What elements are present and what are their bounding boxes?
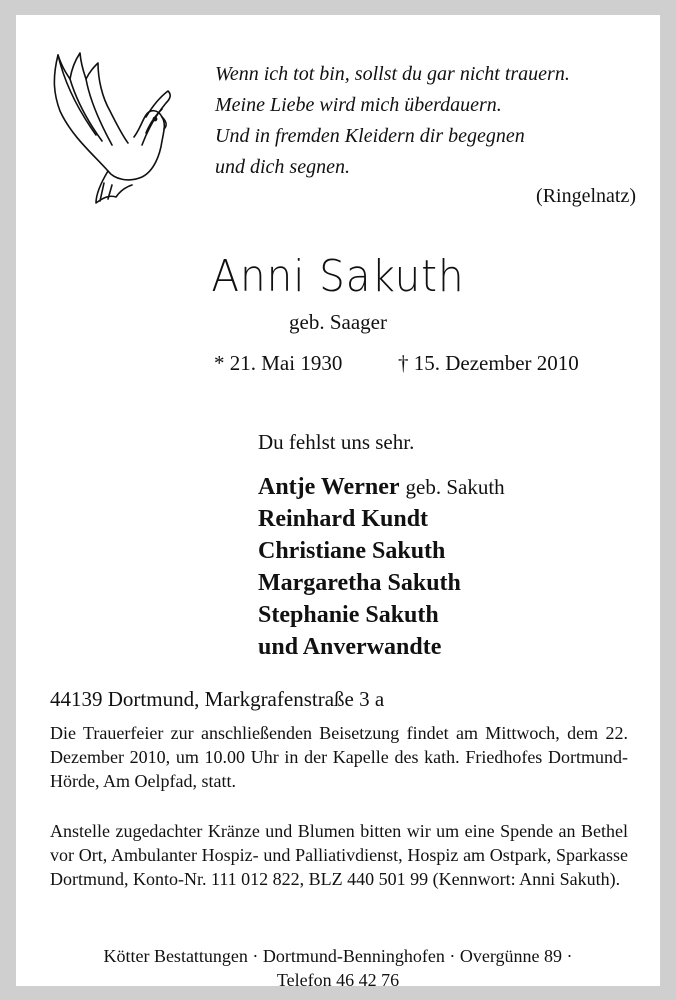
birth-name: geb. Saager [289,310,387,334]
obituary-notice [16,15,660,990]
farewell-message: Du fehlst uns sehr. [258,430,415,454]
donation-paragraph: Anstelle zugedachter Kränze und Blumen bitten wir um eine Spende an Bethel vor Ort, Ambulanter Hospiz- und Palliativdienst, Hospiz am Ostpark, Sparkasse Dortmund, Konto-Nr. 111 012 822, BLZ 440 501 99 (Kennwort: Anni Sakuth). [50,821,628,889]
mourner-name: Christiane Sakuth [258,538,446,564]
poem-line: Wenn ich tot bin, sollst du gar nicht trauern. [215,63,570,85]
mourner-name: Antje Werner [258,474,400,500]
funeral-home-footer [16,944,660,992]
address: 44139 Dortmund, Markgrafenstraße 3 a [50,687,385,711]
mourner-suffix: geb. Sakuth [405,475,505,499]
footer-line: Kötter Bestattungen · Dortmund-Benninghofen · Overgünne 89 · [103,946,573,966]
mourners-list [258,471,505,663]
ceremony-paragraph: Die Trauerfeier zur anschließenden Beisetzung findet am Mittwoch, dem 22. Dezember 2010, um 10.00 Uhr in der Kapelle des kath. Friedhofes Dortmund-Hörde, Am Oelpfad, statt. [50,723,628,791]
poem-line: Und in fremden Kleidern dir begegnen [215,125,525,147]
poem-line: Meine Liebe wird mich überdauern. [215,94,502,116]
birth-date: * 21. Mai 1930 [214,351,343,375]
dove-icon [50,45,172,207]
deceased-name: Anni Sakuth [211,251,465,302]
poem-line: und dich segnen. [215,156,350,178]
poem [215,59,655,183]
mourner-name: Stephanie Sakuth [258,602,439,628]
mourner-name: und Anverwandte [258,634,442,660]
mourner-item [258,471,505,503]
death-date: † 15. Dezember 2010 [398,351,579,375]
mourner-name: Margaretha Sakuth [258,570,461,596]
poem-author: (Ringelnatz) [536,185,636,207]
mourner-name: Reinhard Kundt [258,506,429,532]
footer-phone: Telefon 46 42 76 [276,970,400,990]
